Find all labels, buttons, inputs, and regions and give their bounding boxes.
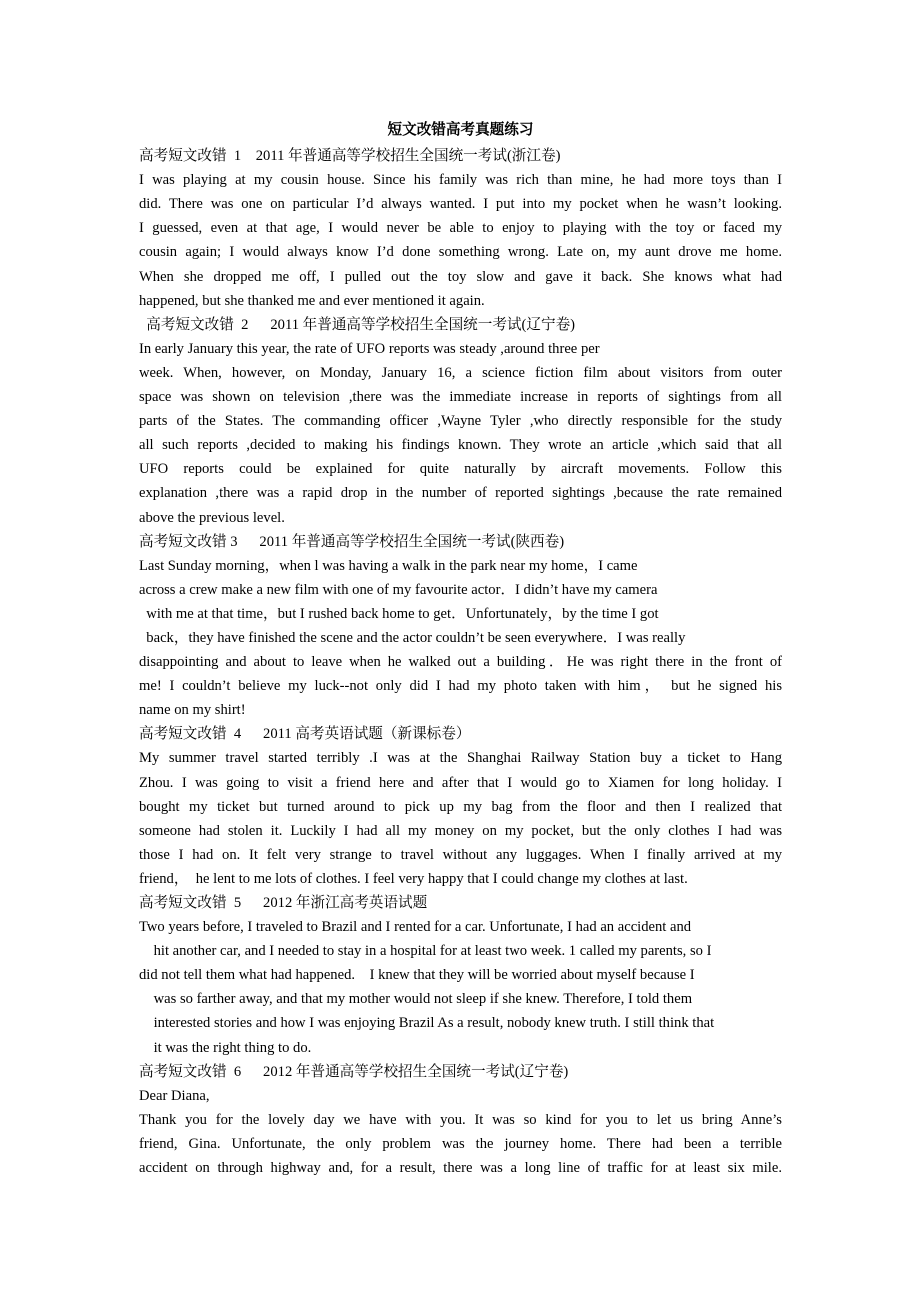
- section-6-paragraph: [139, 1084, 782, 1180]
- paragraph-line: hit another car, and I needed to stay in a hospital for at least two week. 1 called my parents, so I: [139, 943, 712, 960]
- paragraph-line: all such reports ,decided to making his findings known. They wrote an article ,which said that all: [139, 437, 782, 454]
- paragraph-line: with me at that time，but I rushed back home to get．Unfortunately，by the time I got: [139, 605, 659, 622]
- paragraph-line: those I had on. It felt very strange to travel without any luggages. When I finally arrived at my: [139, 846, 782, 863]
- section-2-heading: 高考短文改错 2 2011 年普通高等学校招生全国统一考试(辽宁卷): [139, 316, 576, 333]
- paragraph-line: across a crew make a new film with one of my favourite actor．I didn’t have my camera: [139, 581, 658, 598]
- paragraph-line: When she dropped me off, I pulled out the toy slow and gave it back. She knows what had: [139, 268, 782, 285]
- paragraph-line: My summer travel started terribly .I was at the Shanghai Railway Station buy a ticket to Hang: [139, 750, 782, 767]
- paragraph-line: back，they have finished the scene and the actor couldn’t be seen everywhere．I was really: [139, 629, 686, 646]
- paragraph-line: I guessed, even at that age, I would never be able to enjoy to playing with the toy or faced my: [139, 220, 782, 237]
- section-3-heading: 高考短文改错 3 2011 年普通高等学校招生全国统一考试(陕西卷): [139, 533, 565, 550]
- paragraph-line: it was the right thing to do.: [139, 1039, 312, 1056]
- paragraph-line: name on my shirt!: [139, 702, 246, 719]
- paragraph-line: did. There was one on particular I’d always wanted. I put into my pocket when he wasn’t looking.: [139, 196, 782, 213]
- paragraph-line: Zhou. I was going to visit a friend here and after that I would go to Xiamen for long holiday. I: [139, 774, 782, 791]
- paragraph-line: UFO reports could be explained for quite naturally by aircraft movements. Follow this: [139, 461, 782, 478]
- paragraph-line: week. When, however, on Monday, January 16, a science fiction film about visitors from outer: [139, 364, 782, 381]
- paragraph-line: was so farther away, and that my mother would not sleep if she knew. Therefore, I told them: [139, 991, 693, 1008]
- paragraph-line: interested stories and how I was enjoying Brazil As a result, nobody knew truth. I still think that: [139, 1015, 715, 1032]
- paragraph-line: did not tell them what had happened. I knew that they will be worried about myself because I: [139, 967, 695, 984]
- paragraph-line: happened, but she thanked me and ever mentioned it again.: [139, 292, 485, 309]
- paragraph-line: friend， he lent to me lots of clothes. I feel very happy that I could change my clothes at last.: [139, 870, 688, 887]
- section-5-heading: 高考短文改错 5 2012 年浙江高考英语试题: [139, 895, 428, 911]
- section-1-heading: 高考短文改错 1 2011 年普通高等学校招生全国统一考试(浙江卷): [139, 148, 561, 165]
- paragraph-line: In early January this year, the rate of UFO reports was steady ,around three per: [139, 340, 600, 357]
- paragraph-line: parts of the States. The commanding officer ,Wayne Tyler ,who directly responsible for the study: [139, 413, 782, 430]
- document-page: [139, 118, 782, 1180]
- section-4-heading: 高考短文改错 4 2011 高考英语试题（新课标卷）: [139, 726, 471, 743]
- paragraph-line: Dear Diana,: [139, 1087, 210, 1104]
- paragraph-line: someone had stolen it. Luckily I had all my money on my pocket, but the only clothes I had was: [139, 822, 782, 839]
- section-4-paragraph: [139, 746, 782, 891]
- paragraph-line: me! I couldn’t believe my luck--not only did I had my photo taken with him， but he signed his: [139, 678, 782, 695]
- paragraph-line: explanation ,there was a rapid drop in the number of reported sightings ,because the rate remained: [139, 485, 782, 502]
- paragraph-line: Two years before, I traveled to Brazil and I rented for a car. Unfortunate, I had an accident and: [139, 919, 692, 936]
- paragraph-line: bought my ticket but turned around to pick up my bag from the floor and then I realized that: [139, 798, 782, 815]
- section-5-paragraph: [139, 915, 782, 1060]
- section-1-paragraph: [139, 168, 782, 313]
- page-title: 短文改错高考真题练习: [387, 122, 534, 138]
- section-2-paragraph: [139, 337, 782, 530]
- paragraph-line: above the previous level.: [139, 509, 285, 526]
- paragraph-line: cousin again; I would always know I’d done something wrong. Late on, my aunt drove me home.: [139, 244, 782, 261]
- paragraph-line: I was playing at my cousin house. Since his family was rich than mine, he had more toys than I: [139, 172, 782, 189]
- section-6-heading: 高考短文改错 6 2012 年普通高等学校招生全国统一考试(辽宁卷): [139, 1063, 569, 1080]
- section-3-paragraph: [139, 554, 782, 723]
- paragraph-line: space was shown on television ,there was the immediate increase in reports of sightings from all: [139, 389, 782, 406]
- paragraph-line: accident on through highway and, for a result, there was a long line of traffic for at least six mile.: [139, 1160, 782, 1177]
- paragraph-line: Thank you for the lovely day we have with you. It was so kind for you to let us bring Anne’s: [139, 1111, 782, 1128]
- paragraph-line: friend, Gina. Unfortunate, the only problem was the journey home. There had been a terrible: [139, 1135, 782, 1152]
- paragraph-line: disappointing and about to leave when he walked out a building．He was right there in the front of: [139, 654, 782, 671]
- paragraph-line: Last Sunday morning，when l was having a walk in the park near my home，I came: [139, 557, 638, 574]
